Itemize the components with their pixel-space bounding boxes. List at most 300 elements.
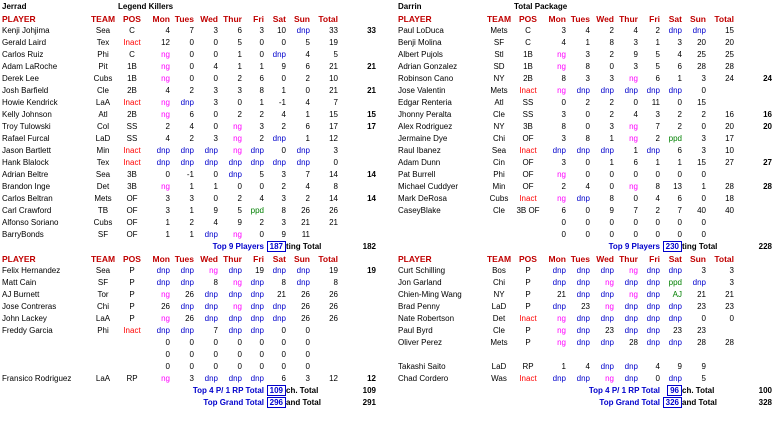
stat-cell: 2	[609, 98, 614, 107]
stat-cell: Chi	[492, 278, 505, 287]
stat-cell: ng	[557, 314, 566, 323]
stat-cell: dnp	[576, 326, 590, 335]
grand-total-row	[2, 397, 376, 409]
counted-total-cell	[734, 349, 772, 361]
stat-cell: 28	[697, 62, 706, 71]
column-header: Thur	[619, 254, 638, 264]
stat-cell: dnp	[576, 338, 590, 347]
stat-cell: 4	[213, 218, 218, 227]
stat-cell	[88, 349, 118, 361]
stat-cell: 1	[165, 218, 170, 227]
stat-cell: 1	[281, 86, 286, 95]
stat-cell: dnp	[180, 266, 194, 275]
stat-cell: SD	[493, 62, 505, 71]
player-name-cell: Raul Ibanez	[398, 146, 441, 155]
column-header: Tues	[174, 14, 194, 24]
stat-cell: dnp	[272, 302, 286, 311]
stat-cell: NY	[493, 290, 505, 299]
stat-cell: Mets	[94, 194, 112, 203]
pitcher-row	[2, 301, 376, 313]
stat-cell: 0	[633, 230, 638, 239]
stat-cell: LaD	[491, 302, 507, 311]
stat-cell: dnp	[624, 362, 638, 371]
stat-cell: 20	[697, 38, 706, 47]
counted-total-cell: 17	[367, 122, 376, 131]
grand-suffix: and Total	[286, 398, 321, 407]
stat-cell: 1	[237, 50, 242, 59]
pitcher-row	[398, 361, 772, 373]
stat-cell: 0	[305, 86, 310, 95]
stat-cell: 19	[329, 266, 338, 275]
stat-cell: dnp	[600, 86, 614, 95]
stat-cell: dnp	[250, 374, 264, 383]
counted-total-cell: 21	[367, 86, 376, 95]
pitcher-row	[2, 349, 376, 361]
stat-cell: 3	[609, 122, 614, 131]
stat-cell: 5	[237, 38, 242, 47]
stat-cell: RP	[126, 374, 138, 383]
top4-value-box: 109	[267, 385, 286, 396]
stat-cell: 1	[701, 182, 706, 191]
left-team-panel	[2, 1, 376, 409]
stat-cell: 28	[629, 338, 638, 347]
stat-cell: 1B	[523, 50, 533, 59]
stat-cell: dnp	[204, 374, 218, 383]
stat-cell: 2	[237, 194, 242, 203]
stat-cell: 8	[585, 62, 590, 71]
stat-cell: dnp	[624, 86, 638, 95]
hitter-row	[398, 133, 772, 145]
top4-total-row	[398, 385, 772, 397]
stat-cell	[310, 349, 338, 361]
stat-cell: Sea	[95, 266, 111, 275]
stat-cell: ng	[233, 230, 242, 239]
stat-cell: 12	[161, 38, 170, 47]
stat-cell: dnp	[204, 146, 218, 155]
stat-cell: 9	[633, 50, 638, 59]
stat-cell: dnp	[624, 374, 638, 383]
stat-cell: Inact	[519, 194, 537, 203]
counted-total-cell	[734, 313, 772, 325]
counted-total-cell	[338, 301, 376, 313]
stat-cell: dnp	[250, 158, 264, 167]
stat-cell: Cle	[96, 86, 109, 95]
player-name-cell: Brandon Inge	[2, 182, 51, 191]
counted-total-cell: 24	[763, 74, 772, 83]
stat-cell: P	[525, 278, 531, 287]
stat-cell: 0	[213, 38, 218, 47]
stat-cell: 2	[281, 122, 286, 131]
stat-cell: 5	[655, 62, 660, 71]
top4-value	[660, 385, 682, 397]
stat-cell: 26	[329, 302, 338, 311]
stat-cell: 1	[189, 230, 194, 239]
stat-cell: 21	[329, 86, 338, 95]
stat-cell	[590, 349, 614, 361]
stat-cell: dnp	[156, 266, 170, 275]
top9-total-row	[2, 241, 376, 253]
stat-cell: Tex	[96, 38, 110, 47]
stat-cell: dnp	[692, 278, 706, 287]
grand-label: Top Grand Total	[599, 398, 660, 407]
stat-cell: 5	[237, 206, 242, 215]
player-name-cell: Oliver Perez	[398, 338, 443, 347]
column-header: Thur	[619, 14, 638, 24]
team-name: Total Package	[514, 2, 568, 11]
stat-cell: 6	[561, 206, 566, 215]
stat-cell: 0	[701, 218, 706, 227]
stat-cell: 3	[213, 98, 218, 107]
counted-total-cell	[734, 37, 772, 49]
stat-cell: Was	[491, 374, 507, 383]
stat-cell: 3	[609, 74, 614, 83]
stat-cell: OF	[522, 182, 534, 191]
stat-cell: dnp	[668, 26, 682, 35]
stat-cell: 3	[165, 194, 170, 203]
player-name-cell: Albert Pujols	[398, 50, 443, 59]
stat-cell: 3	[585, 50, 590, 59]
column-header: Fri	[649, 254, 660, 264]
stat-cell: dnp	[228, 266, 242, 275]
stat-cell	[484, 349, 514, 361]
player-name-cell: Alfonso Soriano	[2, 218, 59, 227]
hitter-row	[2, 49, 376, 61]
stat-cell: OF	[126, 206, 138, 215]
stat-cell	[682, 349, 706, 361]
stat-cell: 2	[259, 218, 264, 227]
stat-cell: 3	[259, 26, 264, 35]
stat-cell: 13	[673, 182, 682, 191]
column-header: Sat	[272, 14, 286, 24]
hitter-row	[398, 121, 772, 133]
column-header: Mon	[152, 14, 170, 24]
stat-cell: 5	[305, 38, 310, 47]
stat-cell: RP	[522, 362, 534, 371]
player-name-cell: Adam Dunn	[398, 158, 441, 167]
pitcher-row	[398, 325, 772, 337]
stat-cell: 27	[725, 158, 734, 167]
grand-value-box: 326	[663, 397, 682, 408]
stat-cell: 23	[605, 326, 614, 335]
stat-cell: Phi	[97, 50, 109, 59]
player-name-cell: Adrian Gonzalez	[398, 62, 458, 71]
stat-cell: dnp	[156, 158, 170, 167]
stat-cell: 1	[213, 182, 218, 191]
stat-cell: 8	[281, 278, 286, 287]
stat-cell: 0	[237, 182, 242, 191]
stat-cell: 3	[213, 86, 218, 95]
stat-cell: 6	[189, 110, 194, 119]
hitter-row	[2, 169, 376, 181]
stat-cell: 28	[725, 182, 734, 191]
hitter-row	[2, 145, 376, 157]
stat-cell: P	[525, 302, 531, 311]
pitcher-row	[398, 337, 772, 349]
stat-cell: 26	[185, 314, 194, 323]
counted-total-cell	[338, 349, 376, 361]
stat-cell	[706, 361, 734, 373]
stat-cell	[514, 229, 542, 241]
stat-cell: 3	[729, 278, 734, 287]
stat-cell: 8	[655, 182, 660, 191]
top9-value-box: 230	[663, 241, 682, 252]
team-title-row	[398, 1, 772, 13]
stat-cell: ng	[161, 182, 170, 191]
stat-cell: 2	[677, 122, 682, 131]
stat-cell: dnp	[692, 26, 706, 35]
stat-cell: ng	[629, 122, 638, 131]
hitter-row	[2, 157, 376, 169]
stat-cell: 7	[189, 26, 194, 35]
stat-cell: 3	[701, 74, 706, 83]
stat-cell: dnp	[600, 338, 614, 347]
top9-value	[264, 241, 286, 253]
stat-cell: ng	[557, 338, 566, 347]
player-name-cell: Paul Byrd	[398, 326, 433, 335]
counted-total-cell	[338, 289, 376, 301]
stat-cell: 21	[277, 290, 286, 299]
stat-cell: 3B	[523, 122, 533, 131]
column-header: Sun	[689, 14, 706, 24]
stat-cell: 6	[677, 146, 682, 155]
pitcher-row	[2, 277, 376, 289]
hitter-row	[2, 193, 376, 205]
stat-cell: 11	[301, 230, 310, 239]
stat-cell: Chi	[96, 302, 109, 311]
stat-cell: 26	[161, 302, 170, 311]
stat-cell: 3	[701, 146, 706, 155]
counted-total-cell	[734, 361, 772, 373]
stat-cell: 0	[561, 98, 566, 107]
stat-cell: dnp	[552, 146, 566, 155]
stat-cell: 0	[237, 350, 242, 359]
stat-cell: 0	[213, 74, 218, 83]
counted-total-cell	[338, 361, 376, 373]
hitter-row	[2, 61, 376, 73]
stat-cell: 3	[585, 74, 590, 83]
stat-cell: 1	[633, 146, 638, 155]
stat-cell: LaA	[95, 374, 111, 383]
counted-total-cell: 12	[367, 374, 376, 383]
player-name-cell: Michael Cuddyer	[398, 182, 459, 191]
counted-total-cell	[338, 181, 376, 193]
stat-cell: 7	[333, 98, 338, 107]
stat-cell: 2B	[523, 74, 533, 83]
stat-cell: 0	[561, 218, 566, 227]
player-name-cell: Jose Contreras	[2, 302, 57, 311]
stat-cell: P	[129, 278, 135, 287]
stat-cell	[88, 337, 118, 349]
column-header: Mon	[548, 254, 566, 264]
stat-cell: 17	[725, 134, 734, 143]
stat-cell: P	[525, 338, 531, 347]
stat-cell	[310, 325, 338, 337]
hitter-row	[398, 73, 772, 85]
column-header: PLAYER	[398, 254, 432, 264]
stat-cell	[514, 349, 542, 361]
stat-cell: Min	[96, 146, 110, 155]
column-header: TEAM	[90, 254, 116, 264]
player-name-cell: Carlos Beltran	[2, 194, 53, 203]
stat-cell: 1	[609, 134, 614, 143]
stat-cell: 2	[305, 74, 310, 83]
stat-cell	[660, 349, 682, 361]
player-name-cell	[2, 349, 88, 361]
stat-cell: 2	[655, 26, 660, 35]
stat-cell: -1	[186, 170, 194, 179]
stat-cell: dnp	[250, 326, 264, 335]
stat-cell: ng	[161, 74, 170, 83]
column-header: PLAYER	[2, 14, 36, 24]
stat-cell: 2B	[127, 110, 137, 119]
stat-cell: dnp	[646, 314, 660, 323]
stat-cell: 3B OF	[516, 206, 540, 215]
stat-cell: Inact	[519, 146, 537, 155]
stat-cell: dnp	[668, 314, 682, 323]
counted-total-cell	[734, 277, 772, 289]
stat-cell: 0	[281, 146, 286, 155]
stat-cell: 3	[561, 158, 566, 167]
stat-cell: 0	[237, 338, 242, 347]
stat-cell: 0	[165, 350, 170, 359]
stat-cell: ng	[605, 302, 614, 311]
player-name-cell: Nate Robertson	[398, 314, 455, 323]
stat-cell: 1B	[127, 74, 137, 83]
stat-cell: 0	[281, 338, 286, 347]
stat-cell: 0	[259, 182, 264, 191]
stat-cell: 4	[165, 134, 170, 143]
column-header-row	[2, 13, 376, 25]
stat-cell	[638, 349, 660, 361]
stat-cell: 3	[561, 134, 566, 143]
top4-total: 100	[758, 386, 772, 395]
stat-cell: 3	[281, 170, 286, 179]
pitcher-row	[398, 301, 772, 313]
stat-cell: dnp	[646, 86, 660, 95]
stat-cell: Det	[492, 314, 506, 323]
stat-cell: dnp	[624, 302, 638, 311]
stat-cell	[310, 229, 338, 241]
grand-total: 328	[758, 398, 772, 407]
stat-cell: Cubs	[93, 218, 113, 227]
stat-cell: dnp	[552, 374, 566, 383]
stat-cell: SF	[493, 38, 505, 47]
top4-suffix: ch. Total	[286, 386, 319, 395]
counted-total-cell	[734, 373, 772, 385]
stat-cell: dnp	[600, 266, 614, 275]
stat-cell: 16	[725, 110, 734, 119]
stat-cell: Stl	[494, 50, 504, 59]
column-header: Wed	[200, 14, 218, 24]
top4-suffix: ch. Total	[682, 386, 715, 395]
stat-cell: Mets	[490, 26, 508, 35]
player-name-cell	[398, 229, 484, 241]
stat-cell: 4	[561, 38, 566, 47]
counted-total-cell	[734, 49, 772, 61]
stat-cell: 0	[609, 182, 614, 191]
stat-cell: 0	[701, 314, 706, 323]
stat-cell: 3	[281, 218, 286, 227]
stat-cell: P	[129, 314, 135, 323]
pitcher-header-row	[2, 253, 376, 265]
stat-cell: 26	[329, 290, 338, 299]
stat-cell: 3	[305, 374, 310, 383]
stat-cell: P	[129, 302, 135, 311]
stat-cell: 28	[725, 62, 734, 71]
stat-cell: 9	[701, 362, 706, 371]
stat-cell: 0	[633, 98, 638, 107]
stat-cell: dnp	[646, 326, 660, 335]
stat-cell: Sea	[95, 26, 111, 35]
stat-cell: 0	[585, 122, 590, 131]
stat-cell	[542, 349, 566, 361]
stat-cell: 9	[609, 206, 614, 215]
stat-cell: 0	[213, 170, 218, 179]
counted-total-cell	[734, 229, 772, 241]
stat-cell: SF	[97, 230, 109, 239]
player-name-cell: Chad Cordero	[398, 374, 449, 383]
stat-cell: 0	[585, 230, 590, 239]
stat-cell: 1	[259, 98, 264, 107]
stat-cell: 4	[305, 50, 310, 59]
stat-cell: dnp	[228, 326, 242, 335]
stat-cell: 0	[655, 230, 660, 239]
stat-cell: dnp	[296, 266, 310, 275]
stat-cell: 21	[329, 62, 338, 71]
stat-cell: 0	[677, 98, 682, 107]
player-name-cell	[398, 349, 484, 361]
counted-total-cell	[734, 169, 772, 181]
column-header: Mon	[548, 14, 566, 24]
stat-cell: ng	[161, 110, 170, 119]
stat-cell: 8	[213, 278, 218, 287]
hitter-row	[2, 85, 376, 97]
player-name-cell: Matt Cain	[2, 278, 37, 287]
stat-cell: 10	[725, 146, 734, 155]
stat-cell: 0	[333, 158, 338, 167]
top4-label: Top 4 P/ 1 RP Total	[192, 386, 264, 395]
owner-name: Darrin	[398, 2, 422, 11]
stat-cell: 15	[697, 98, 706, 107]
stat-cell: dnp	[296, 158, 310, 167]
stat-cell: 4	[633, 26, 638, 35]
stat-cell: 1	[655, 38, 660, 47]
stat-cell: 23	[581, 302, 590, 311]
pitcher-row	[398, 289, 772, 301]
stat-cell: 18	[725, 194, 734, 203]
stat-cell: 6	[655, 74, 660, 83]
player-name-cell: Benji Molina	[398, 38, 442, 47]
hitter-row	[398, 193, 772, 205]
stat-cell: dnp	[576, 146, 590, 155]
stat-cell: 2	[189, 134, 194, 143]
player-name-cell: Paul LoDuca	[398, 26, 444, 35]
counted-total-cell	[734, 337, 772, 349]
stat-cell: 0	[213, 362, 218, 371]
stat-cell: 24	[725, 74, 734, 83]
stat-cell: dnp	[204, 302, 218, 311]
grand-suffix: and Total	[682, 398, 717, 407]
stat-cell: 0	[609, 218, 614, 227]
counted-total-cell: 27	[763, 158, 772, 167]
stat-cell: 0	[585, 206, 590, 215]
counted-total-cell	[706, 85, 734, 97]
player-name-cell: Josh Barfield	[2, 86, 49, 95]
stat-cell: 3	[165, 206, 170, 215]
stat-cell: Cubs	[93, 74, 113, 83]
pitcher-row	[2, 313, 376, 325]
top9-label: Top 9 Players	[212, 242, 264, 251]
